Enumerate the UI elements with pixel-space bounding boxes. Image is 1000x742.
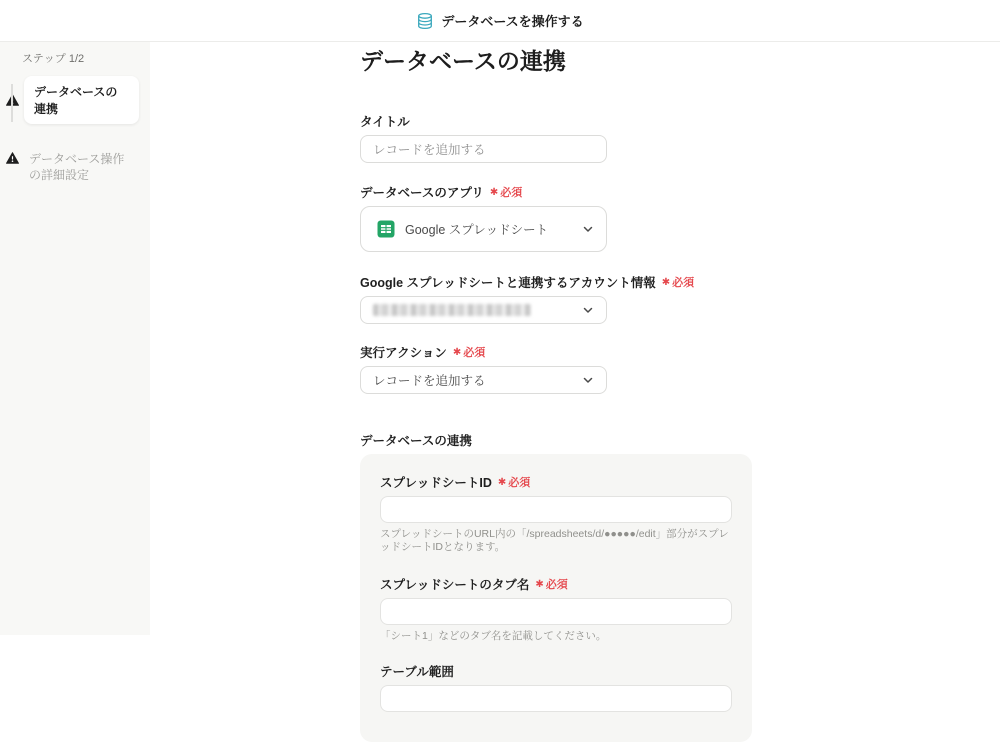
alert-triangle-icon xyxy=(6,152,19,164)
app-field-label: データベースのアプリ xyxy=(360,186,484,200)
sheet-id-hint: スプレッドシートのURL内の「/spreadsheets/d/●●●●●/edit」部分がスプレッドシートIDとなります。 xyxy=(380,528,729,553)
account-select[interactable] xyxy=(360,296,607,324)
required-badge: ✱ 必須 xyxy=(452,346,486,359)
header-title: データベースを操作する xyxy=(441,14,584,29)
action-select-value: レコードを追加する xyxy=(373,374,486,388)
tab-name-label: スプレッドシートのタブ名 xyxy=(380,578,530,592)
step-sidebar xyxy=(0,42,150,635)
action-field-label: 実行アクション xyxy=(360,346,447,360)
sidebar-step-database-link[interactable] xyxy=(6,76,150,124)
required-badge: ✱ 必須 xyxy=(535,578,568,591)
tab-name-input[interactable] xyxy=(380,598,732,625)
header xyxy=(0,0,1000,42)
main-content xyxy=(150,42,1000,679)
step-indicator: ステップ 1/2 xyxy=(22,53,85,65)
google-sheets-icon xyxy=(377,220,395,238)
account-value-redacted xyxy=(373,304,531,316)
sheet-id-label: スプレッドシートID xyxy=(380,476,492,490)
required-badge: ✱ 必須 xyxy=(497,476,531,489)
sidebar-step-detail-settings[interactable] xyxy=(6,151,150,183)
chevron-down-icon xyxy=(581,222,595,236)
step-connector-line xyxy=(11,84,13,122)
sidebar-step-label-inactive: データベース操作の詳細設定 xyxy=(29,152,125,182)
page-title: データベースの連携 xyxy=(360,48,566,74)
required-badge: ✱ 必須 xyxy=(661,276,695,289)
chevron-down-icon xyxy=(581,303,595,317)
sidebar-step-label-active: データベースの連携 xyxy=(24,76,139,124)
action-select[interactable] xyxy=(360,366,607,394)
database-icon xyxy=(416,12,434,30)
title-field-label: タイトル xyxy=(360,115,410,129)
database-link-card xyxy=(360,454,752,742)
sheet-id-input[interactable] xyxy=(380,496,732,523)
chevron-down-icon xyxy=(581,373,595,387)
tab-name-hint: 「シート1」などのタブ名を記載してください。 xyxy=(380,630,607,642)
table-range-input[interactable] xyxy=(380,685,732,712)
app-select-value: Google スプレッドシート xyxy=(405,223,549,237)
title-input[interactable] xyxy=(360,135,607,163)
section-title: データベースの連携 xyxy=(360,434,472,448)
account-field-label: Google スプレッドシートと連携するアカウント情報 xyxy=(360,276,656,290)
app-select[interactable] xyxy=(360,206,607,252)
required-badge: ✱ 必須 xyxy=(489,186,523,199)
table-range-label: テーブル範囲 xyxy=(380,665,454,679)
